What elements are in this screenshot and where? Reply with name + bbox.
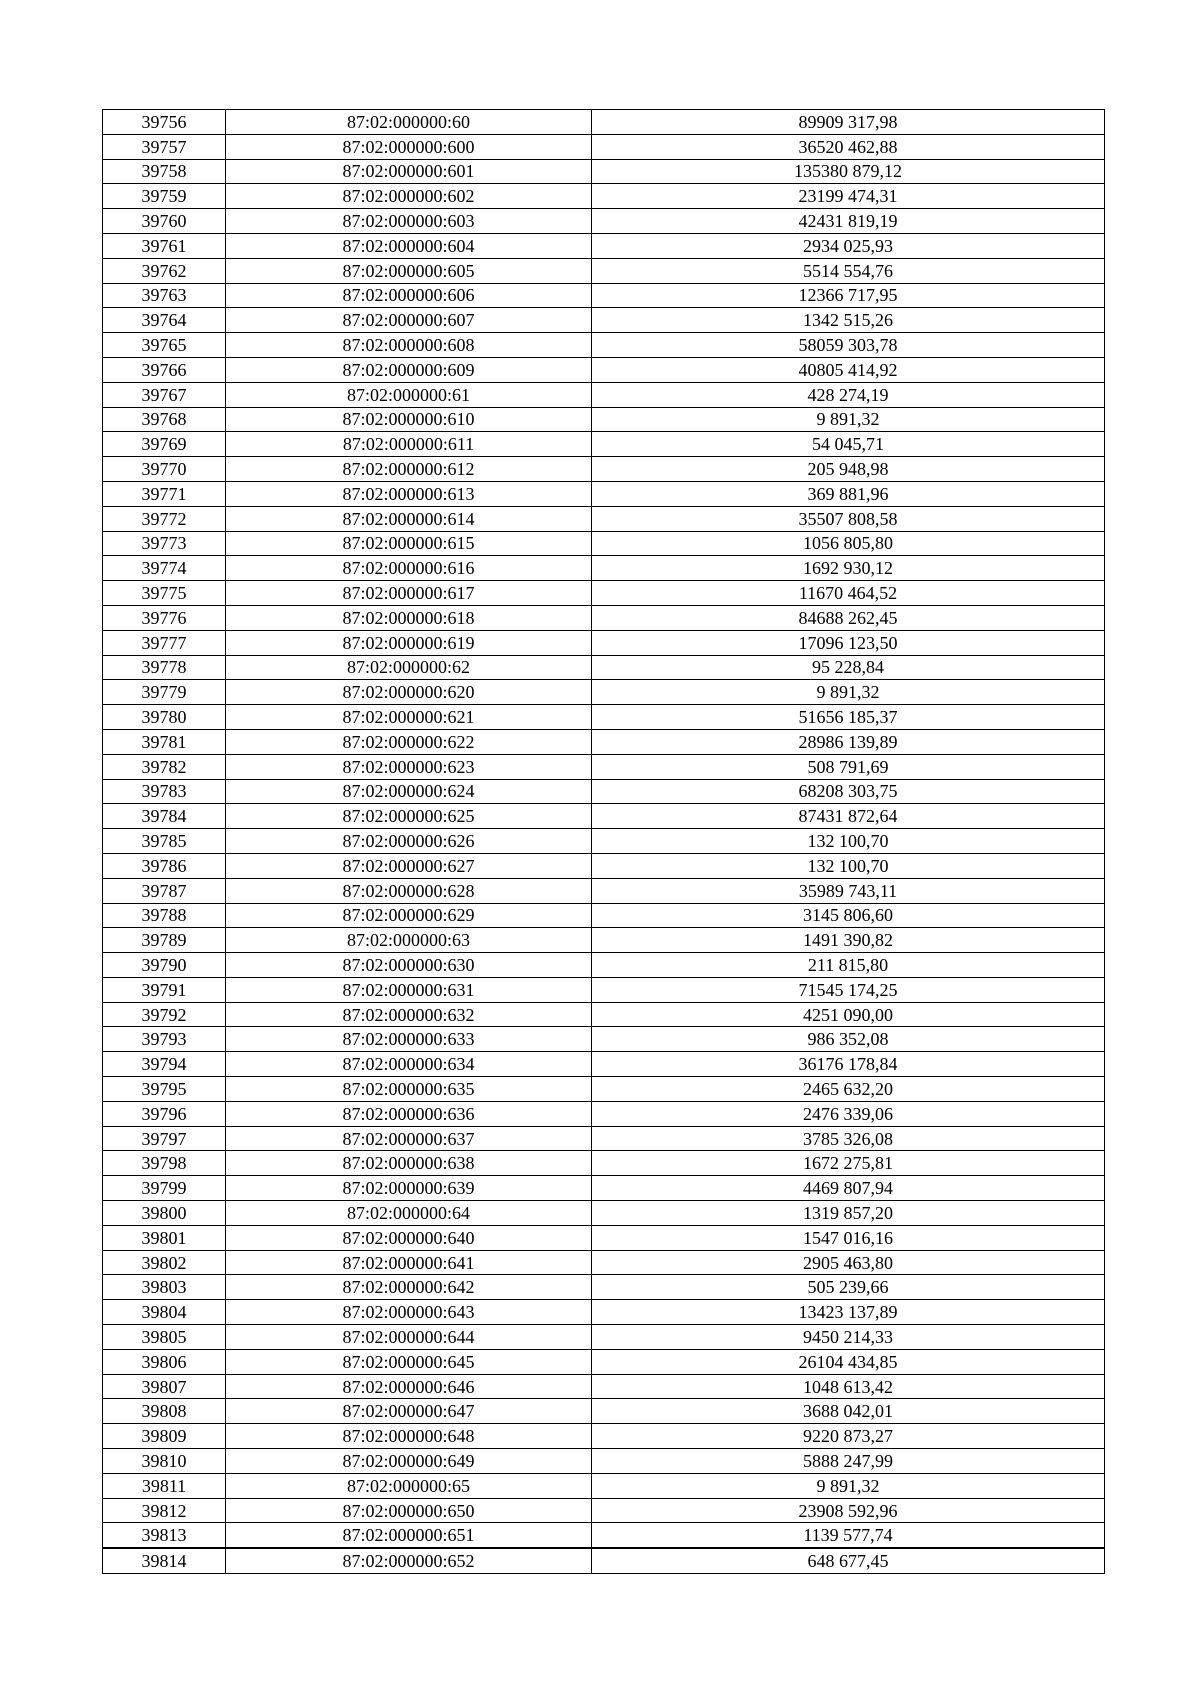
row-number-cell: 39766 [103, 357, 226, 382]
table-row [103, 1449, 1105, 1474]
table-row [103, 1176, 1105, 1201]
cadastral-value-cell: 26104 434,85 [592, 1349, 1105, 1374]
cadastral-number-cell: 87:02:000000:640 [226, 1225, 592, 1250]
row-number-cell: 39762 [103, 258, 226, 283]
row-number-cell: 39809 [103, 1424, 226, 1449]
cadastral-number-cell: 87:02:000000:630 [226, 953, 592, 978]
table-row [103, 853, 1105, 878]
row-number-cell: 39807 [103, 1374, 226, 1399]
row-number-cell: 39787 [103, 878, 226, 903]
cadastral-number-cell: 87:02:000000:645 [226, 1349, 592, 1374]
cadastral-value-cell: 35507 808,58 [592, 506, 1105, 531]
cadastral-value-cell: 12366 717,95 [592, 283, 1105, 308]
row-number-cell: 39764 [103, 308, 226, 333]
cadastral-value-cell: 2934 025,93 [592, 233, 1105, 258]
cadastral-number-cell: 87:02:000000:606 [226, 283, 592, 308]
cadastral-number-cell: 87:02:000000:602 [226, 184, 592, 209]
row-number-cell: 39757 [103, 134, 226, 159]
cadastral-value-cell: 3785 326,08 [592, 1126, 1105, 1151]
cadastral-number-cell: 87:02:000000:646 [226, 1374, 592, 1399]
table-row [103, 1548, 1105, 1573]
row-number-cell: 39773 [103, 531, 226, 556]
row-number-cell: 39806 [103, 1349, 226, 1374]
cadastral-value-cell: 1056 805,80 [592, 531, 1105, 556]
table-row [103, 754, 1105, 779]
row-number-cell: 39788 [103, 903, 226, 928]
cadastral-number-cell: 87:02:000000:611 [226, 432, 592, 457]
row-number-cell: 39812 [103, 1498, 226, 1523]
table-row [103, 506, 1105, 531]
table-row [103, 1424, 1105, 1449]
cadastral-number-cell: 87:02:000000:64 [226, 1201, 592, 1226]
table-row [103, 729, 1105, 754]
table-row [103, 779, 1105, 804]
cadastral-value-cell: 23908 592,96 [592, 1498, 1105, 1523]
row-number-cell: 39759 [103, 184, 226, 209]
cadastral-value-cell: 132 100,70 [592, 853, 1105, 878]
cadastral-value-cell: 68208 303,75 [592, 779, 1105, 804]
row-number-cell: 39793 [103, 1027, 226, 1052]
row-number-cell: 39791 [103, 977, 226, 1002]
cadastral-number-cell: 87:02:000000:607 [226, 308, 592, 333]
table-row [103, 382, 1105, 407]
cadastral-value-cell: 1139 577,74 [592, 1523, 1105, 1548]
cadastral-value-cell: 1491 390,82 [592, 928, 1105, 953]
cadastral-number-cell: 87:02:000000:615 [226, 531, 592, 556]
row-number-cell: 39775 [103, 581, 226, 606]
row-number-cell: 39760 [103, 209, 226, 234]
table-row [103, 903, 1105, 928]
row-number-cell: 39801 [103, 1225, 226, 1250]
cadastral-value-cell: 40805 414,92 [592, 357, 1105, 382]
table-row [103, 829, 1105, 854]
cadastral-number-cell: 87:02:000000:627 [226, 853, 592, 878]
cadastral-number-cell: 87:02:000000:60 [226, 110, 592, 135]
row-number-cell: 39782 [103, 754, 226, 779]
cadastral-value-cell: 5514 554,76 [592, 258, 1105, 283]
cadastral-value-cell: 17096 123,50 [592, 630, 1105, 655]
table-row [103, 953, 1105, 978]
cadastral-value-cell: 36176 178,84 [592, 1052, 1105, 1077]
cadastral-value-cell: 211 815,80 [592, 953, 1105, 978]
cadastral-value-cell: 205 948,98 [592, 457, 1105, 482]
cadastral-value-cell: 1547 016,16 [592, 1225, 1105, 1250]
cadastral-value-cell: 508 791,69 [592, 754, 1105, 779]
table-row [103, 878, 1105, 903]
row-number-cell: 39811 [103, 1473, 226, 1498]
table-row [103, 1077, 1105, 1102]
cadastral-value-cell: 986 352,08 [592, 1027, 1105, 1052]
cadastral-value-cell: 87431 872,64 [592, 804, 1105, 829]
table-row [103, 1027, 1105, 1052]
table-row [103, 432, 1105, 457]
row-number-cell: 39810 [103, 1449, 226, 1474]
cadastral-number-cell: 87:02:000000:608 [226, 333, 592, 358]
cadastral-number-cell: 87:02:000000:649 [226, 1449, 592, 1474]
cadastral-value-cell: 58059 303,78 [592, 333, 1105, 358]
cadastral-number-cell: 87:02:000000:62 [226, 655, 592, 680]
cadastral-value-cell: 9 891,32 [592, 1473, 1105, 1498]
row-number-cell: 39792 [103, 1002, 226, 1027]
row-number-cell: 39784 [103, 804, 226, 829]
row-number-cell: 39774 [103, 556, 226, 581]
row-number-cell: 39799 [103, 1176, 226, 1201]
cadastral-number-cell: 87:02:000000:619 [226, 630, 592, 655]
cadastral-value-cell: 23199 474,31 [592, 184, 1105, 209]
cadastral-number-cell: 87:02:000000:614 [226, 506, 592, 531]
cadastral-value-cell: 505 239,66 [592, 1275, 1105, 1300]
row-number-cell: 39768 [103, 407, 226, 432]
row-number-cell: 39771 [103, 481, 226, 506]
cadastral-number-cell: 87:02:000000:629 [226, 903, 592, 928]
cadastral-number-cell: 87:02:000000:633 [226, 1027, 592, 1052]
cadastral-number-cell: 87:02:000000:631 [226, 977, 592, 1002]
table-row [103, 110, 1105, 135]
cadastral-value-cell: 9 891,32 [592, 680, 1105, 705]
table-row [103, 1002, 1105, 1027]
cadastral-value-cell: 3145 806,60 [592, 903, 1105, 928]
row-number-cell: 39781 [103, 729, 226, 754]
row-number-cell: 39808 [103, 1399, 226, 1424]
cadastral-number-cell: 87:02:000000:650 [226, 1498, 592, 1523]
cadastral-number-cell: 87:02:000000:625 [226, 804, 592, 829]
row-number-cell: 39779 [103, 680, 226, 705]
cadastral-number-cell: 87:02:000000:624 [226, 779, 592, 804]
table-row [103, 531, 1105, 556]
table-row [103, 457, 1105, 482]
row-number-cell: 39796 [103, 1101, 226, 1126]
row-number-cell: 39772 [103, 506, 226, 531]
cadastral-number-cell: 87:02:000000:605 [226, 258, 592, 283]
row-number-cell: 39802 [103, 1250, 226, 1275]
table-row [103, 1349, 1105, 1374]
cadastral-number-cell: 87:02:000000:617 [226, 581, 592, 606]
table-row [103, 1225, 1105, 1250]
cadastral-value-cell: 84688 262,45 [592, 605, 1105, 630]
cadastral-value-cell: 3688 042,01 [592, 1399, 1105, 1424]
cadastral-number-cell: 87:02:000000:651 [226, 1523, 592, 1548]
table-row [103, 159, 1105, 184]
table-row [103, 333, 1105, 358]
cadastral-value-cell: 4469 807,94 [592, 1176, 1105, 1201]
table-row [103, 1101, 1105, 1126]
row-number-cell: 39795 [103, 1077, 226, 1102]
cadastral-number-cell: 87:02:000000:643 [226, 1300, 592, 1325]
table-row [103, 481, 1105, 506]
row-number-cell: 39789 [103, 928, 226, 953]
cadastral-number-cell: 87:02:000000:634 [226, 1052, 592, 1077]
cadastral-number-cell: 87:02:000000:601 [226, 159, 592, 184]
table-row [103, 1498, 1105, 1523]
table-row [103, 1126, 1105, 1151]
table-row [103, 680, 1105, 705]
cadastral-number-cell: 87:02:000000:648 [226, 1424, 592, 1449]
cadastral-value-cell: 428 274,19 [592, 382, 1105, 407]
cadastral-value-cell: 1319 857,20 [592, 1201, 1105, 1226]
cadastral-value-cell: 1672 275,81 [592, 1151, 1105, 1176]
cadastral-number-cell: 87:02:000000:613 [226, 481, 592, 506]
cadastral-number-cell: 87:02:000000:609 [226, 357, 592, 382]
table-row [103, 928, 1105, 953]
table-row [103, 630, 1105, 655]
cadastral-number-cell: 87:02:000000:635 [226, 1077, 592, 1102]
cadastral-value-cell: 648 677,45 [592, 1548, 1105, 1573]
table-row [103, 407, 1105, 432]
cadastral-number-cell: 87:02:000000:604 [226, 233, 592, 258]
cadastral-number-cell: 87:02:000000:612 [226, 457, 592, 482]
cadastral-value-cell: 11670 464,52 [592, 581, 1105, 606]
row-number-cell: 39786 [103, 853, 226, 878]
table-row [103, 184, 1105, 209]
cadastral-value-cell: 42431 819,19 [592, 209, 1105, 234]
row-number-cell: 39803 [103, 1275, 226, 1300]
cadastral-value-cell: 5888 247,99 [592, 1449, 1105, 1474]
cadastral-number-cell: 87:02:000000:636 [226, 1101, 592, 1126]
cadastral-value-cell: 54 045,71 [592, 432, 1105, 457]
cadastral-value-cell: 1692 930,12 [592, 556, 1105, 581]
cadastral-number-cell: 87:02:000000:620 [226, 680, 592, 705]
cadastral-value-cell: 9 891,32 [592, 407, 1105, 432]
cadastral-value-cell: 28986 139,89 [592, 729, 1105, 754]
row-number-cell: 39785 [103, 829, 226, 854]
cadastral-value-cell: 71545 174,25 [592, 977, 1105, 1002]
table-row [103, 1325, 1105, 1350]
row-number-cell: 39758 [103, 159, 226, 184]
cadastral-number-cell: 87:02:000000:621 [226, 705, 592, 730]
cadastral-value-cell: 4251 090,00 [592, 1002, 1105, 1027]
table-row [103, 605, 1105, 630]
row-number-cell: 39770 [103, 457, 226, 482]
cadastral-number-cell: 87:02:000000:603 [226, 209, 592, 234]
cadastral-value-cell: 95 228,84 [592, 655, 1105, 680]
table-row [103, 1399, 1105, 1424]
table-row [103, 357, 1105, 382]
table-row [103, 283, 1105, 308]
cadastral-number-cell: 87:02:000000:623 [226, 754, 592, 779]
cadastral-value-cell: 369 881,96 [592, 481, 1105, 506]
table-row [103, 308, 1105, 333]
cadastral-number-cell: 87:02:000000:622 [226, 729, 592, 754]
cadastral-value-cell: 9450 214,33 [592, 1325, 1105, 1350]
row-number-cell: 39813 [103, 1523, 226, 1548]
cadastral-value-cell: 51656 185,37 [592, 705, 1105, 730]
cadastral-number-cell: 87:02:000000:642 [226, 1275, 592, 1300]
table-row [103, 1201, 1105, 1226]
cadastral-number-cell: 87:02:000000:639 [226, 1176, 592, 1201]
table-row [103, 258, 1105, 283]
table-row [103, 1300, 1105, 1325]
table-row [103, 1473, 1105, 1498]
cadastral-number-cell: 87:02:000000:61 [226, 382, 592, 407]
row-number-cell: 39776 [103, 605, 226, 630]
table-row [103, 1052, 1105, 1077]
row-number-cell: 39794 [103, 1052, 226, 1077]
table-row [103, 705, 1105, 730]
table-row [103, 655, 1105, 680]
cadastral-number-cell: 87:02:000000:618 [226, 605, 592, 630]
cadastral-number-cell: 87:02:000000:626 [226, 829, 592, 854]
cadastral-number-cell: 87:02:000000:63 [226, 928, 592, 953]
table-row [103, 134, 1105, 159]
cadastral-value-cell: 2476 339,06 [592, 1101, 1105, 1126]
table-row [103, 1374, 1105, 1399]
cadastral-number-cell: 87:02:000000:65 [226, 1473, 592, 1498]
cadastral-value-cell: 1048 613,42 [592, 1374, 1105, 1399]
row-number-cell: 39763 [103, 283, 226, 308]
row-number-cell: 39800 [103, 1201, 226, 1226]
cadastral-number-cell: 87:02:000000:647 [226, 1399, 592, 1424]
table-row [103, 804, 1105, 829]
cadastral-number-cell: 87:02:000000:632 [226, 1002, 592, 1027]
row-number-cell: 39798 [103, 1151, 226, 1176]
row-number-cell: 39783 [103, 779, 226, 804]
table-row [103, 1151, 1105, 1176]
table-body [103, 110, 1105, 1574]
cadastral-number-cell: 87:02:000000:638 [226, 1151, 592, 1176]
row-number-cell: 39765 [103, 333, 226, 358]
table-row [103, 1250, 1105, 1275]
row-number-cell: 39777 [103, 630, 226, 655]
row-number-cell: 39769 [103, 432, 226, 457]
cadastral-value-cell: 135380 879,12 [592, 159, 1105, 184]
row-number-cell: 39790 [103, 953, 226, 978]
cadastral-value-cell: 35989 743,11 [592, 878, 1105, 903]
cadastral-number-cell: 87:02:000000:600 [226, 134, 592, 159]
cadastral-number-cell: 87:02:000000:637 [226, 1126, 592, 1151]
cadastral-value-cell: 2465 632,20 [592, 1077, 1105, 1102]
table-row [103, 581, 1105, 606]
row-number-cell: 39814 [103, 1548, 226, 1573]
table-row [103, 1523, 1105, 1548]
cadastral-number-cell: 87:02:000000:616 [226, 556, 592, 581]
cadastral-number-cell: 87:02:000000:652 [226, 1548, 592, 1573]
table-row [103, 1275, 1105, 1300]
cadastral-number-cell: 87:02:000000:641 [226, 1250, 592, 1275]
row-number-cell: 39778 [103, 655, 226, 680]
row-number-cell: 39805 [103, 1325, 226, 1350]
cadastral-value-cell: 89909 317,98 [592, 110, 1105, 135]
cadastral-value-cell: 1342 515,26 [592, 308, 1105, 333]
row-number-cell: 39761 [103, 233, 226, 258]
cadastral-value-cell: 2905 463,80 [592, 1250, 1105, 1275]
table-row [103, 556, 1105, 581]
table-row [103, 233, 1105, 258]
cadastral-number-cell: 87:02:000000:628 [226, 878, 592, 903]
cadastral-value-cell: 132 100,70 [592, 829, 1105, 854]
table-row [103, 209, 1105, 234]
cadastral-number-cell: 87:02:000000:644 [226, 1325, 592, 1350]
row-number-cell: 39804 [103, 1300, 226, 1325]
row-number-cell: 39756 [103, 110, 226, 135]
row-number-cell: 39797 [103, 1126, 226, 1151]
row-number-cell: 39767 [103, 382, 226, 407]
cadastral-number-cell: 87:02:000000:610 [226, 407, 592, 432]
row-number-cell: 39780 [103, 705, 226, 730]
cadastral-value-cell: 13423 137,89 [592, 1300, 1105, 1325]
cadastral-value-table [102, 109, 1105, 1574]
cadastral-value-cell: 9220 873,27 [592, 1424, 1105, 1449]
table-row [103, 977, 1105, 1002]
cadastral-value-cell: 36520 462,88 [592, 134, 1105, 159]
